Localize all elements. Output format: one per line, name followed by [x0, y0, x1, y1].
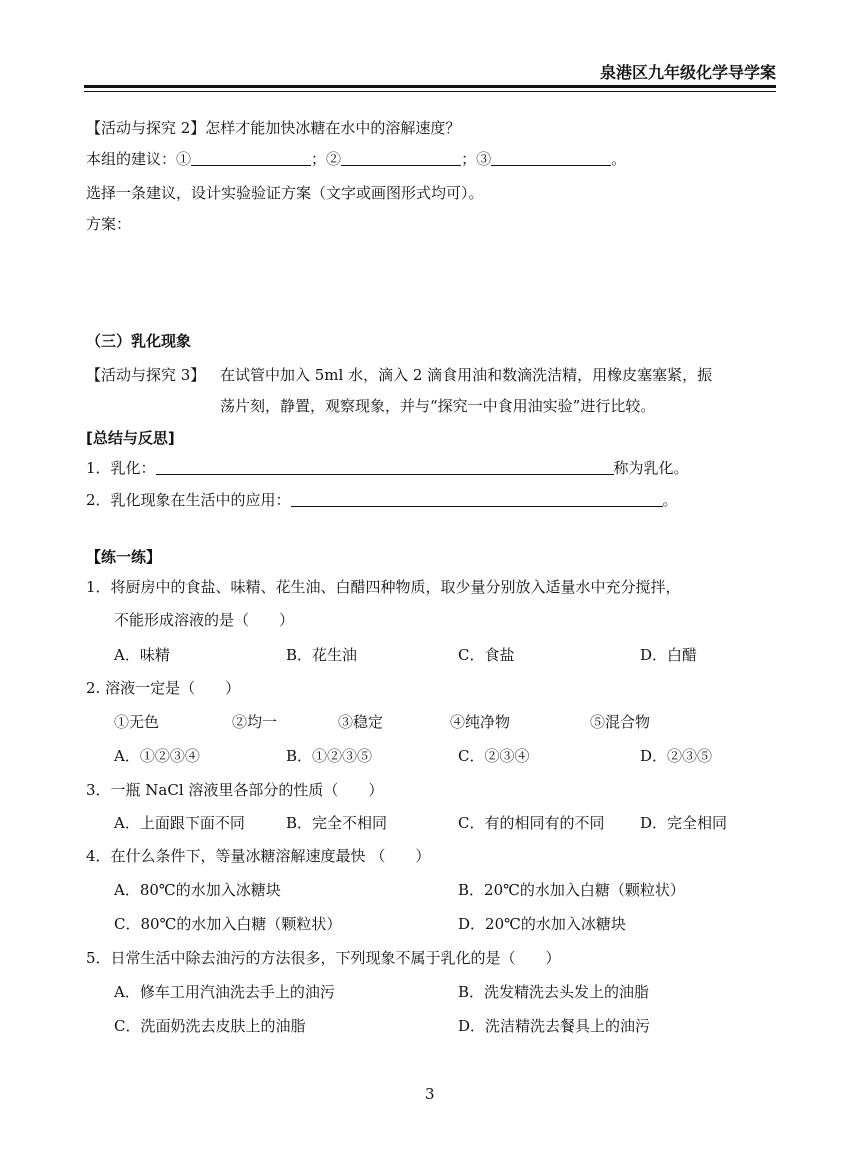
- q2-option-b[interactable]: B．①②③⑤: [286, 747, 373, 765]
- q3-option-d[interactable]: D．完全相同: [640, 814, 728, 832]
- q4-option-a[interactable]: A．80℃的水加入冰糖块: [114, 881, 281, 899]
- emulsification-application-blank[interactable]: [291, 490, 663, 507]
- suggestion-line: [86, 149, 626, 169]
- header-rule-thin: [84, 91, 776, 92]
- summary-item-1-label: 1．乳化：: [86, 459, 156, 477]
- q1-stem-line2: 不能形成溶液的是（ ）: [114, 611, 295, 629]
- q2-option-c[interactable]: C．②③④: [458, 747, 530, 765]
- q3-option-a[interactable]: A．上面跟下面不同: [114, 814, 245, 832]
- q3-option-c[interactable]: C．有的相同有的不同: [458, 814, 605, 832]
- q2-item-2: ②均一: [232, 713, 278, 731]
- summary-title: [总结与反思]: [86, 429, 175, 447]
- q5-option-a[interactable]: A．修车工用汽油洗去手上的油污: [114, 983, 335, 1001]
- section3-title: （三）乳化现象: [86, 332, 192, 350]
- suggestion-label: 本组的建议：: [86, 150, 177, 168]
- q5-option-d[interactable]: D．洗洁精洗去餐具上的油污: [458, 1017, 651, 1035]
- header-title: 泉港区九年级化学导学案: [599, 63, 776, 82]
- summary-item-2: [86, 490, 678, 510]
- suggestion-1-number: ①: [176, 150, 192, 168]
- summary-item-1-suffix: 称为乳化。: [613, 459, 689, 477]
- suggestion-3-number: ③: [476, 150, 492, 168]
- activity3-text-line2: 荡片刻，静置，观察现象，并与“探究一中食用油实验”进行比较。: [220, 397, 656, 415]
- emulsification-definition-blank[interactable]: [156, 458, 614, 475]
- plan-label: 方案：: [86, 215, 132, 233]
- q2-item-1: ①无色: [114, 713, 160, 731]
- q4-option-c[interactable]: C．80℃的水加入白糖（颗粒状）: [114, 915, 342, 933]
- q1-option-d[interactable]: D．白醋: [640, 646, 698, 664]
- activity2-title: 【活动与探究 2】怎样才能加快冰糖在水中的溶解速度？: [86, 119, 461, 137]
- design-instruction: 选择一条建议，设计实验验证方案（文字或画图形式均可）。: [86, 184, 484, 202]
- q5-stem: 5．日常生活中除去油污的方法很多，下列现象不属于乳化的是（ ）: [86, 949, 561, 967]
- suggestion-2-blank[interactable]: [341, 149, 461, 166]
- q4-option-b[interactable]: B．20℃的水加入白糖（颗粒状）: [458, 881, 685, 899]
- q5-option-c[interactable]: C．洗面奶洗去皮肤上的油脂: [114, 1017, 306, 1035]
- activity3-text-line1: 在试管中加入 5ml 水，滴入 2 滴食用油和数滴洗洁精，用橡皮塞塞紧，振: [220, 366, 713, 384]
- q2-item-3: ③稳定: [338, 713, 384, 731]
- q2-item-4: ④纯净物: [450, 713, 511, 731]
- q1-option-c[interactable]: C．食盐: [458, 646, 515, 664]
- summary-item-2-label: 2．乳化现象在生活中的应用：: [86, 491, 291, 509]
- q2-option-a[interactable]: A．①②③④: [114, 747, 200, 765]
- q2-stem: 2. 溶液一定是（ ）: [86, 679, 241, 697]
- q1-option-b[interactable]: B．花生油: [286, 646, 358, 664]
- separator: ；: [311, 150, 327, 168]
- q1-stem-line1: 1．将厨房中的食盐、味精、花生油、白醋四种物质，取少量分别放入适量水中充分搅拌，: [86, 578, 681, 596]
- q2-option-d[interactable]: D．②③⑤: [640, 747, 713, 765]
- practice-title: 【练一练】: [86, 548, 162, 566]
- q3-stem: 3．一瓶 NaCl 溶液里各部分的性质（ ）: [86, 781, 384, 799]
- q3-option-b[interactable]: B．完全不相同: [286, 814, 388, 832]
- summary-item-2-suffix: 。: [662, 491, 678, 509]
- q5-option-b[interactable]: B．洗发精洗去头发上的油脂: [458, 983, 650, 1001]
- header-rule-thick: [84, 85, 776, 88]
- q2-item-5: ⑤混合物: [590, 713, 651, 731]
- page-number: 3: [425, 1085, 435, 1103]
- q4-option-d[interactable]: D．20℃的水加入冰糖块: [458, 915, 626, 933]
- activity3-label: 【活动与探究 3】: [86, 366, 206, 384]
- separator: ；: [461, 150, 477, 168]
- suggestion-3-blank[interactable]: [491, 149, 611, 166]
- suggestion-1-blank[interactable]: [191, 149, 311, 166]
- q1-option-a[interactable]: A．味精: [114, 646, 170, 664]
- summary-item-1: [86, 458, 689, 478]
- period: 。: [611, 150, 627, 168]
- suggestion-2-number: ②: [326, 150, 342, 168]
- q4-stem: 4．在什么条件下，等量冰糖溶解速度最快 （ ）: [86, 847, 431, 865]
